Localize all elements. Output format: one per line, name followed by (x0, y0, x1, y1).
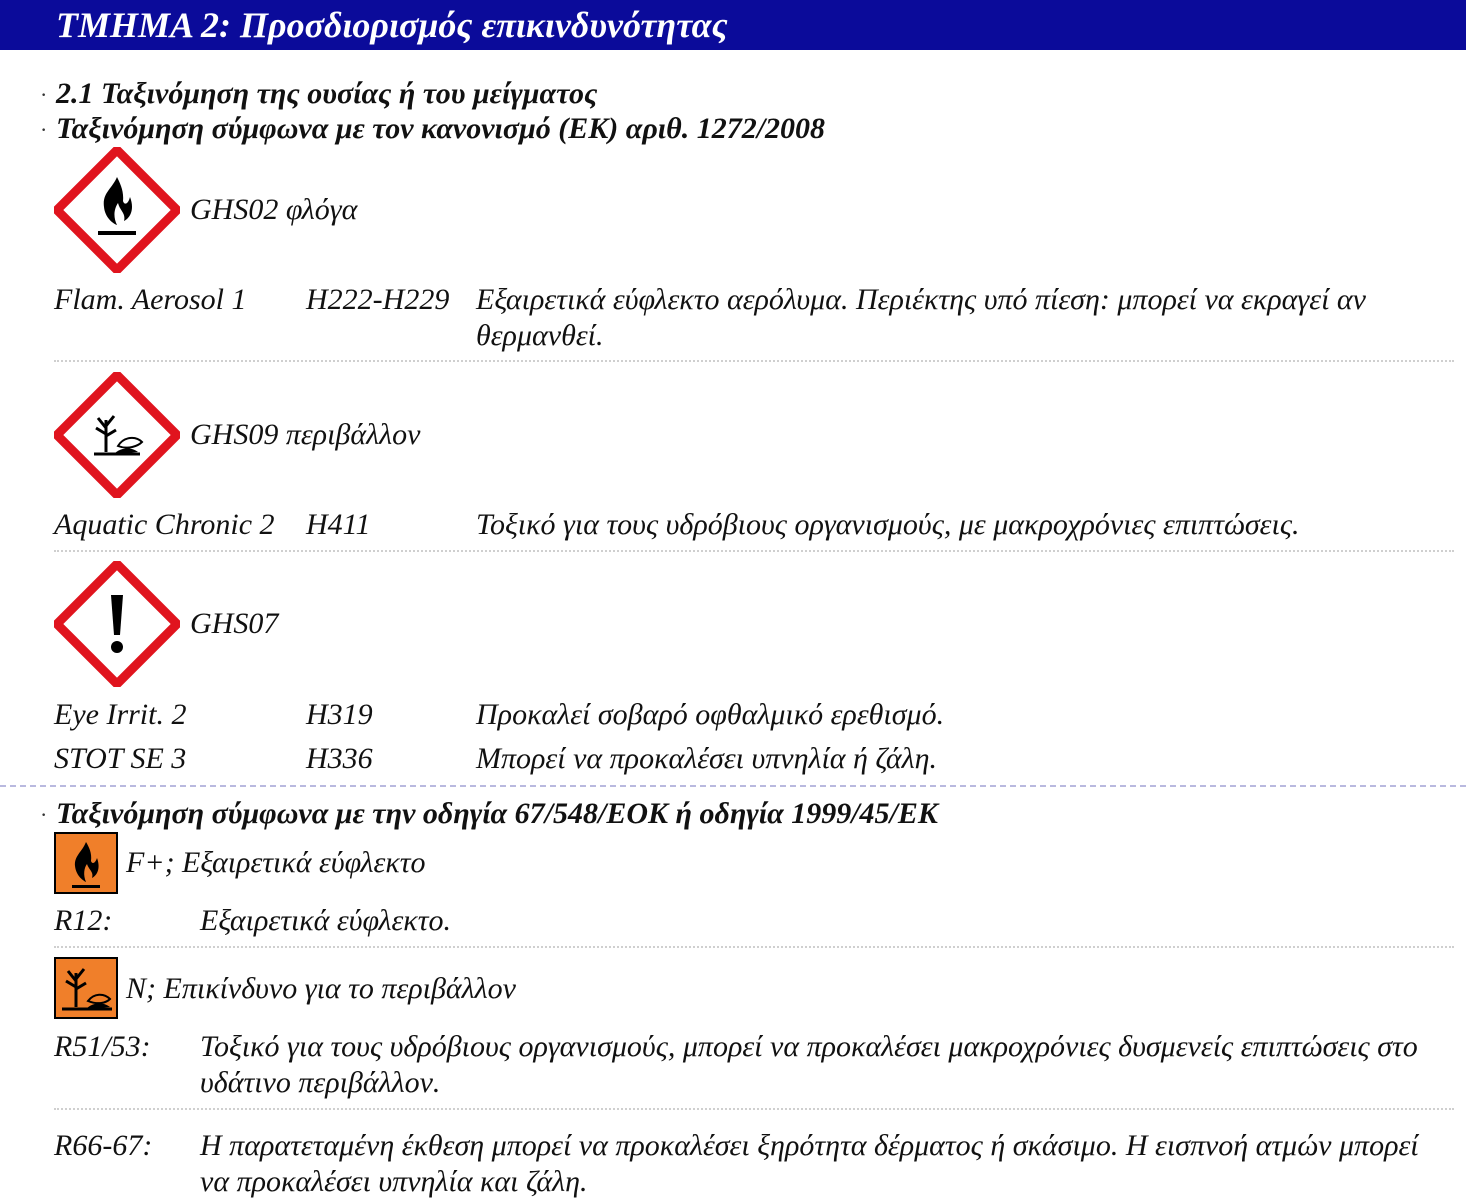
hazard-statement-code: H319 (306, 698, 373, 731)
ghs09-environment-icon (54, 372, 180, 498)
dsd-f-plus-label: F+; Εξαιρετικά εύφλεκτο (126, 846, 426, 879)
hazard-statement-text: Εξαιρετικά εύφλεκτο αερόλυμα. Περιέκτης υπό πίεση: μπορεί να εκραγεί αν θερμανθεί. (476, 283, 1366, 352)
hazard-statement-text: Προκαλεί σοβαρό οφθαλμικό ερεθισμό. (476, 698, 945, 731)
hazard-statement-text: Τοξικό για τους υδρόβιους οργανισμούς, με μακροχρόνιες επιπτώσεις. (476, 508, 1300, 541)
ghs02-label: GHS02 φλόγα (190, 193, 358, 226)
ghs07-label: GHS07 (190, 607, 279, 640)
risk-phrase-text: Τοξικό για τους υδρόβιους οργανισμούς, μπορεί να προκαλέσει μακροχρόνιες δυσμενείς επιπτώσεις στο υδάτινο περιβάλλον. (200, 1030, 1418, 1099)
hazard-class: Flam. Aerosol 1 (54, 283, 247, 316)
bullet-dot: · (40, 802, 48, 827)
row-divider (54, 1108, 1454, 1110)
hazard-class: Aquatic Chronic 2 (54, 508, 275, 541)
ghs02-flame-icon (54, 147, 180, 273)
clp-classification-heading: Ταξινόμηση σύμφωνα με τον κανονισμό (ΕΚ) αριθ. 1272/2008 (56, 112, 826, 145)
bullet-dot: · (40, 117, 48, 142)
hazard-statement-code: H336 (306, 742, 373, 775)
row-divider (54, 550, 1454, 552)
hazard-statement-code: H222-H229 (306, 283, 450, 316)
hazard-statement-text: Μπορεί να προκαλέσει υπνηλία ή ζάλη. (476, 742, 937, 775)
subsection-heading: 2.1 Ταξινόμηση της ουσίας ή του μείγματος (56, 77, 598, 110)
orange-environment-icon (54, 957, 118, 1019)
orange-flame-icon (54, 832, 118, 894)
dsd-n-label: N; Επικίνδυνο για το περιβάλλον (126, 972, 516, 1005)
row-divider (54, 946, 1454, 948)
risk-phrase-code: R51/53: (54, 1030, 151, 1063)
risk-phrase-code: R66-67: (54, 1129, 153, 1162)
section-divider (0, 785, 1466, 787)
hazard-class: Eye Irrit. 2 (54, 698, 187, 731)
bullet-dot: · (40, 82, 48, 107)
section-title: ΤΜΗΜΑ 2: Προσδιορισμός επικινδυνότητας (56, 5, 728, 45)
hazard-class: STOT SE 3 (54, 742, 187, 775)
dsd-classification-heading: Ταξινόμηση σύμφωνα με την οδηγία 67/548/ΕΟΚ ή οδηγία 1999/45/ΕΚ (56, 797, 938, 830)
ghs09-label: GHS09 περιβάλλον (190, 418, 421, 451)
hazard-statement-code: H411 (306, 508, 371, 541)
risk-phrase-code: R12: (54, 904, 113, 937)
ghs07-exclamation-icon (54, 561, 180, 687)
risk-phrase-text: Η παρατεταμένη έκθεση μπορεί να προκαλέσει ξηρότητα δέρματος ή σκάσιμο. Η εισπνοή ατμών μπορεί να προκαλέσει υπνηλία και ζάλη. (200, 1129, 1419, 1198)
row-divider (54, 360, 1454, 362)
risk-phrase-text: Εξαιρετικά εύφλεκτο. (200, 904, 451, 937)
